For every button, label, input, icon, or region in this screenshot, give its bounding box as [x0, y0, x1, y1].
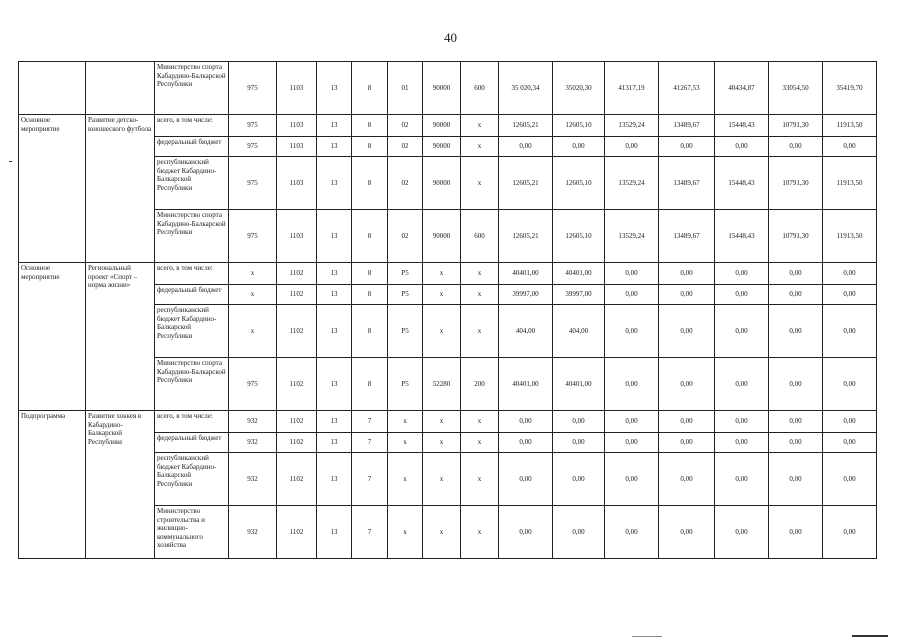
code-cell: х: [388, 453, 423, 506]
code-cell: х: [229, 263, 277, 285]
amount-cell: 0,00: [715, 433, 769, 453]
code-cell: 975: [229, 115, 277, 137]
code-cell: 13: [317, 62, 352, 115]
amount-cell: 13489,67: [659, 210, 715, 263]
code-cell: х: [423, 285, 461, 305]
amount-cell: 0,00: [499, 453, 553, 506]
amount-cell: 0,00: [659, 453, 715, 506]
amount-cell: 0,00: [605, 305, 659, 358]
code-cell: 02: [388, 157, 423, 210]
code-cell: х: [423, 305, 461, 358]
code-cell: 1102: [277, 305, 317, 358]
code-cell: 52280: [423, 358, 461, 411]
amount-cell: 41267,53: [659, 62, 715, 115]
amount-cell: 0,00: [499, 506, 553, 559]
amount-cell: 0,00: [823, 453, 877, 506]
amount-cell: х: [461, 263, 499, 285]
funding-source-cell: республиканский бюджет Кабардино-Балкарской Республики: [155, 157, 229, 210]
amount-cell: 0,00: [659, 137, 715, 157]
amount-cell: 35 020,34: [499, 62, 553, 115]
amount-cell: 0,00: [715, 137, 769, 157]
amount-cell: 35419,70: [823, 62, 877, 115]
table-row: [19, 411, 877, 433]
amount-cell: 0,00: [823, 358, 877, 411]
amount-cell: 0,00: [659, 285, 715, 305]
code-cell: 90000: [423, 210, 461, 263]
amount-cell: 0,00: [659, 506, 715, 559]
funding-source-cell: Министерство спорта Кабардино-Балкарской Республики: [155, 210, 229, 263]
amount-cell: 40434,87: [715, 62, 769, 115]
amount-cell: 0,00: [553, 433, 605, 453]
amount-cell: 0,00: [769, 433, 823, 453]
amount-cell: 404,00: [553, 305, 605, 358]
amount-cell: 0,00: [823, 411, 877, 433]
amount-cell: 0,00: [553, 506, 605, 559]
code-cell: 975: [229, 358, 277, 411]
amount-cell: 10791,30: [769, 115, 823, 137]
amount-cell: 0,00: [715, 358, 769, 411]
code-cell: 1103: [277, 137, 317, 157]
amount-cell: 0,00: [715, 506, 769, 559]
code-cell: 13: [317, 411, 352, 433]
code-cell: 13: [317, 506, 352, 559]
amount-cell: 0,00: [715, 263, 769, 285]
code-cell: P5: [388, 285, 423, 305]
table-row: [19, 263, 877, 285]
amount-cell: 0,00: [769, 358, 823, 411]
amount-cell: 12605,10: [553, 210, 605, 263]
amount-cell: 0,00: [605, 263, 659, 285]
code-cell: 8: [352, 358, 388, 411]
status-cell: Основное мероприятие: [19, 115, 86, 263]
amount-cell: 0,00: [769, 305, 823, 358]
page-number: 40: [444, 30, 457, 45]
code-cell: 7: [352, 433, 388, 453]
code-cell: 1103: [277, 210, 317, 263]
amount-cell: 33054,50: [769, 62, 823, 115]
amount-cell: 12605,21: [499, 115, 553, 137]
amount-cell: 12605,10: [553, 115, 605, 137]
amount-cell: 0,00: [823, 137, 877, 157]
funding-source-cell: республиканский бюджет Кабардино-Балкарской Республики: [155, 305, 229, 358]
amount-cell: 0,00: [715, 305, 769, 358]
code-cell: 975: [229, 210, 277, 263]
amount-cell: 13489,67: [659, 115, 715, 137]
code-cell: 1103: [277, 157, 317, 210]
amount-cell: 0,00: [823, 285, 877, 305]
amount-cell: 0,00: [499, 411, 553, 433]
scan-mark: [852, 635, 888, 637]
funding-source-cell: федеральный бюджет: [155, 285, 229, 305]
amount-cell: 0,00: [553, 411, 605, 433]
program-name-cell: Региональный проект «Спорт – норма жизни»: [86, 263, 155, 411]
amount-cell: 12605,21: [499, 210, 553, 263]
code-cell: 1102: [277, 453, 317, 506]
code-cell: 02: [388, 210, 423, 263]
code-cell: 1103: [277, 115, 317, 137]
code-cell: 7: [352, 506, 388, 559]
amount-cell: 0,00: [659, 305, 715, 358]
table-row: [19, 62, 877, 115]
funding-source-cell: республиканский бюджет Кабардино-Балкарской Республики: [155, 453, 229, 506]
amount-cell: 404,00: [499, 305, 553, 358]
code-cell: 1102: [277, 411, 317, 433]
code-cell: 7: [352, 411, 388, 433]
amount-cell: 15448,43: [715, 157, 769, 210]
amount-cell: 0,00: [769, 285, 823, 305]
code-cell: х: [388, 433, 423, 453]
funding-source-cell: всего, в том числе:: [155, 115, 229, 137]
amount-cell: 0,00: [769, 506, 823, 559]
table-row: [19, 115, 877, 137]
code-cell: 90000: [423, 157, 461, 210]
code-cell: 1102: [277, 358, 317, 411]
code-cell: х: [388, 506, 423, 559]
code-cell: 13: [317, 157, 352, 210]
code-cell: 1102: [277, 285, 317, 305]
code-cell: х: [423, 506, 461, 559]
code-cell: 8: [352, 157, 388, 210]
amount-cell: 0,00: [605, 453, 659, 506]
code-cell: х: [229, 285, 277, 305]
scan-mark: [9, 161, 12, 162]
amount-cell: 35020,30: [553, 62, 605, 115]
code-cell: х: [423, 453, 461, 506]
amount-cell: х: [461, 506, 499, 559]
amount-cell: 13529,24: [605, 115, 659, 137]
amount-cell: 15448,43: [715, 115, 769, 137]
code-cell: 8: [352, 62, 388, 115]
amount-cell: 0,00: [769, 263, 823, 285]
amount-cell: х: [461, 137, 499, 157]
code-cell: 8: [352, 285, 388, 305]
code-cell: х: [388, 411, 423, 433]
code-cell: 1102: [277, 506, 317, 559]
amount-cell: 0,00: [659, 433, 715, 453]
amount-cell: 0,00: [769, 453, 823, 506]
amount-cell: 41317,19: [605, 62, 659, 115]
amount-cell: 13489,67: [659, 157, 715, 210]
amount-cell: 13529,24: [605, 210, 659, 263]
amount-cell: 0,00: [605, 433, 659, 453]
amount-cell: 0,00: [553, 137, 605, 157]
code-cell: х: [423, 411, 461, 433]
funding-source-cell: Министерство спорта Кабардино-Балкарской Республики: [155, 358, 229, 411]
code-cell: 932: [229, 453, 277, 506]
amount-cell: 0,00: [769, 137, 823, 157]
funding-source-cell: Министерство спорта Кабардино-Балкарской Республики: [155, 62, 229, 115]
amount-cell: х: [461, 115, 499, 137]
code-cell: 8: [352, 210, 388, 263]
code-cell: 1102: [277, 433, 317, 453]
amount-cell: 600: [461, 62, 499, 115]
amount-cell: 0,00: [605, 137, 659, 157]
amount-cell: 40401,00: [499, 263, 553, 285]
code-cell: 13: [317, 137, 352, 157]
amount-cell: 10791,30: [769, 157, 823, 210]
status-cell: Основное мероприятие: [19, 263, 86, 411]
code-cell: 90000: [423, 137, 461, 157]
amount-cell: 39997,00: [553, 285, 605, 305]
code-cell: 02: [388, 115, 423, 137]
code-cell: х: [423, 263, 461, 285]
amount-cell: 0,00: [823, 433, 877, 453]
code-cell: 02: [388, 137, 423, 157]
code-cell: 8: [352, 115, 388, 137]
amount-cell: 0,00: [605, 506, 659, 559]
amount-cell: 40401,00: [553, 358, 605, 411]
amount-cell: 40401,00: [553, 263, 605, 285]
code-cell: 13: [317, 453, 352, 506]
amount-cell: х: [461, 453, 499, 506]
amount-cell: 11913,50: [823, 115, 877, 137]
code-cell: 975: [229, 137, 277, 157]
code-cell: 13: [317, 358, 352, 411]
code-cell: 13: [317, 263, 352, 285]
amount-cell: 39997,00: [499, 285, 553, 305]
code-cell: 8: [352, 137, 388, 157]
amount-cell: 40401,00: [499, 358, 553, 411]
amount-cell: 11913,50: [823, 157, 877, 210]
code-cell: х: [423, 433, 461, 453]
amount-cell: 0,00: [715, 453, 769, 506]
funding-source-cell: Министерство строительства и жилищно-коммунального хозяйства: [155, 506, 229, 559]
code-cell: 8: [352, 263, 388, 285]
funding-source-cell: федеральный бюджет: [155, 137, 229, 157]
amount-cell: 0,00: [715, 411, 769, 433]
amount-cell: 0,00: [605, 285, 659, 305]
amount-cell: х: [461, 157, 499, 210]
code-cell: 1103: [277, 62, 317, 115]
program-name-cell: Развитие детско-юношеского футбола: [86, 115, 155, 263]
amount-cell: 12605,21: [499, 157, 553, 210]
amount-cell: 0,00: [499, 137, 553, 157]
amount-cell: х: [461, 433, 499, 453]
code-cell: P5: [388, 358, 423, 411]
amount-cell: 0,00: [553, 453, 605, 506]
code-cell: 90000: [423, 62, 461, 115]
amount-cell: 0,00: [769, 411, 823, 433]
amount-cell: 0,00: [823, 305, 877, 358]
code-cell: 932: [229, 411, 277, 433]
code-cell: 13: [317, 305, 352, 358]
code-cell: P5: [388, 263, 423, 285]
code-cell: P5: [388, 305, 423, 358]
amount-cell: 0,00: [823, 263, 877, 285]
amount-cell: 12605,10: [553, 157, 605, 210]
amount-cell: 13529,24: [605, 157, 659, 210]
amount-cell: 0,00: [823, 506, 877, 559]
program-name-cell: Развитие хоккея в Кабардино-Балкарской Республике: [86, 411, 155, 559]
code-cell: 932: [229, 433, 277, 453]
amount-cell: 0,00: [715, 285, 769, 305]
amount-cell: 10791,30: [769, 210, 823, 263]
amount-cell: х: [461, 411, 499, 433]
funding-source-cell: федеральный бюджет: [155, 433, 229, 453]
amount-cell: 0,00: [605, 411, 659, 433]
program-name-cell: [86, 62, 155, 115]
amount-cell: 200: [461, 358, 499, 411]
code-cell: 13: [317, 433, 352, 453]
amount-cell: 0,00: [659, 411, 715, 433]
amount-cell: 0,00: [659, 263, 715, 285]
code-cell: 8: [352, 305, 388, 358]
amount-cell: 0,00: [499, 433, 553, 453]
code-cell: 90000: [423, 115, 461, 137]
amount-cell: 15448,43: [715, 210, 769, 263]
amount-cell: х: [461, 305, 499, 358]
code-cell: 1102: [277, 263, 317, 285]
amount-cell: 0,00: [605, 358, 659, 411]
status-cell: Подпрограмма: [19, 411, 86, 559]
amount-cell: х: [461, 285, 499, 305]
scan-mark: [632, 636, 662, 637]
amount-cell: 0,00: [659, 358, 715, 411]
budget-table: [18, 61, 877, 559]
code-cell: 13: [317, 285, 352, 305]
code-cell: х: [229, 305, 277, 358]
funding-source-cell: всего, в том числе:: [155, 411, 229, 433]
code-cell: 975: [229, 62, 277, 115]
code-cell: 975: [229, 157, 277, 210]
code-cell: 13: [317, 115, 352, 137]
code-cell: 01: [388, 62, 423, 115]
funding-source-cell: всего, в том числе:: [155, 263, 229, 285]
status-cell: [19, 62, 86, 115]
amount-cell: 600: [461, 210, 499, 263]
amount-cell: 11913,50: [823, 210, 877, 263]
code-cell: 13: [317, 210, 352, 263]
code-cell: 932: [229, 506, 277, 559]
code-cell: 7: [352, 453, 388, 506]
